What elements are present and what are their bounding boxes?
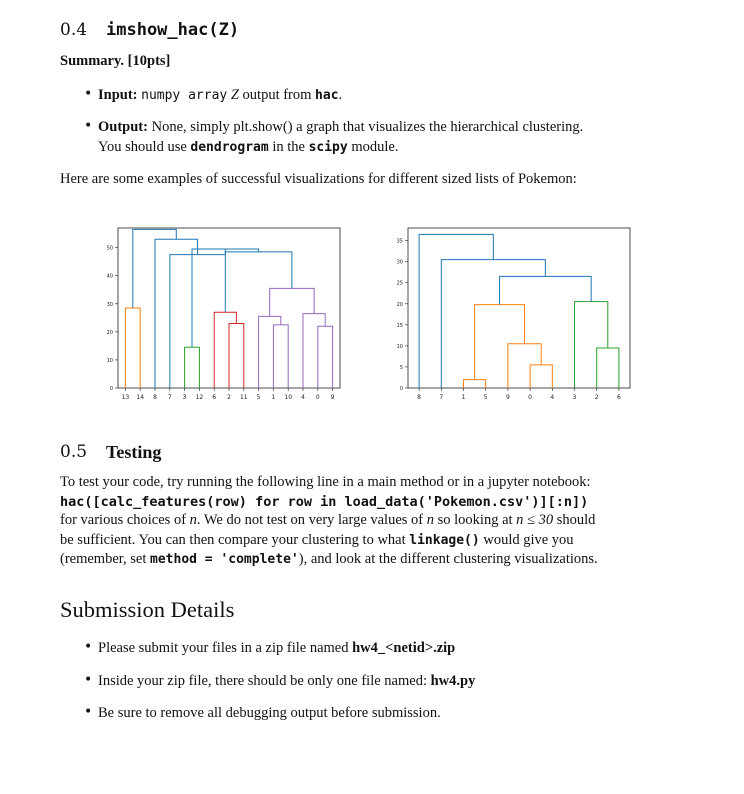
section-number: 0.4 <box>60 20 88 40</box>
dendrogram-link <box>597 348 619 388</box>
leaf-label: 0 <box>528 394 533 401</box>
section-title: Testing <box>106 442 162 462</box>
leaf-label: 12 <box>195 394 204 401</box>
leaf-label: 4 <box>550 394 555 401</box>
testing-line-5 <box>60 550 598 570</box>
dendrogram-link <box>303 314 325 388</box>
leaf-label: 3 <box>572 394 577 401</box>
bullet: • <box>84 639 93 655</box>
line3-cond: n ≤ 30 <box>516 512 554 528</box>
line5-b: ), and look at the different clustering visualizations. <box>298 551 598 567</box>
input-code2: hac <box>315 88 339 103</box>
y-tick-label: 5 <box>399 364 403 371</box>
line3-c: so looking at <box>437 512 513 528</box>
leaf-label: 6 <box>616 394 621 401</box>
line3-var2: n <box>426 512 434 528</box>
leaf-label: 8 <box>417 394 422 401</box>
section-title: imshow_hac(Z) <box>106 20 240 40</box>
submission-item-3: Be sure to remove all debugging output before submission. <box>98 705 441 721</box>
leaf-label: 3 <box>182 394 187 401</box>
y-tick-label: 10 <box>396 343 403 350</box>
input-var: Z <box>230 87 239 103</box>
output-line2-c: module. <box>351 138 399 155</box>
y-tick-label: 35 <box>396 238 403 245</box>
line4-b: would give you <box>483 532 574 548</box>
dendrogram-link <box>419 234 493 388</box>
dendrogram-link <box>508 344 541 388</box>
line5-code: method = 'complete' <box>150 552 299 567</box>
intro-text: Here are some examples of successful visualizations for different sized lists of Pokemon: <box>60 171 577 187</box>
leaf-label: 9 <box>505 394 510 401</box>
dendrogram-link <box>125 308 140 388</box>
bullet: • <box>84 672 93 688</box>
bullet: • <box>84 86 93 102</box>
dendrogram-link <box>259 316 281 388</box>
leaf-label: 5 <box>256 394 261 401</box>
testing-code-line: hac([calc_features(row) for row in load_data('Pokemon.csv')][:n]) <box>60 494 589 510</box>
dendrogram-chart-2 <box>390 220 640 410</box>
y-tick-label: 0 <box>399 386 403 392</box>
leaf-label: 14 <box>136 394 145 401</box>
leaf-label: 10 <box>284 394 293 401</box>
dendrogram-link <box>530 365 552 388</box>
dendrogram-link <box>575 302 608 388</box>
leaf-label: 7 <box>439 394 444 401</box>
dendrogram-link <box>225 252 292 312</box>
line5-a: (remember, set <box>60 551 147 567</box>
dendrogram-link <box>475 305 525 380</box>
dendrogram-link <box>270 288 314 316</box>
line3-a: for various choices of <box>60 512 187 528</box>
output-line2-a: You should use <box>98 138 187 155</box>
input-code: numpy array <box>141 88 228 103</box>
dendrogram-link <box>185 347 200 388</box>
leaf-label: 9 <box>330 394 335 401</box>
dendrogram-link <box>155 239 198 388</box>
output-bullet <box>98 118 698 157</box>
summary-points: [10pts] <box>127 53 171 69</box>
y-tick-label: 30 <box>396 259 403 266</box>
section-number: 0.5 <box>60 442 88 462</box>
testing-line-3 <box>60 511 595 531</box>
bullet: • <box>84 118 93 134</box>
leaf-label: 2 <box>227 394 231 401</box>
leaf-label: 6 <box>212 394 217 401</box>
summary-line <box>60 52 170 72</box>
testing-line-1: To test your code, try running the following line in a main method or in a jupyter notebook: <box>60 474 591 490</box>
y-tick-label: 20 <box>106 329 113 336</box>
line3-b: . We do not test on very large values of <box>196 512 424 528</box>
testing-line-4 <box>60 531 574 551</box>
leaf-label: 5 <box>483 394 488 401</box>
summary-label: Summary. <box>60 53 125 69</box>
output-label: Output: <box>98 119 148 135</box>
output-line1: None, simply plt.show() a graph that visualizes the hierarchical clustering. <box>151 119 584 135</box>
item1-b: hw4_<netid>.zip <box>352 640 456 656</box>
dendrogram-link <box>464 380 486 388</box>
dendrogram-link <box>273 325 288 388</box>
leaf-label: 1 <box>271 394 276 401</box>
y-tick-label: 40 <box>106 273 113 280</box>
line3-d: should <box>556 512 596 528</box>
bullet: • <box>84 704 93 720</box>
dendrogram-chart-1 <box>100 220 350 410</box>
dendrogram-link <box>500 276 592 304</box>
line4-a: be sufficient. You can then compare your clustering to what <box>60 532 406 548</box>
submission-item-2 <box>98 672 475 692</box>
line3-var: n <box>189 512 197 528</box>
input-label: Input: <box>98 87 138 103</box>
leaf-label: 13 <box>121 394 130 401</box>
submission-item-1 <box>98 639 455 659</box>
leaf-label: 8 <box>153 394 157 401</box>
output-line2-b: in the <box>272 138 305 155</box>
y-tick-label: 10 <box>106 357 113 364</box>
y-tick-label: 30 <box>106 301 113 308</box>
dendrogram-link <box>170 249 226 388</box>
leaf-label: 2 <box>594 394 599 401</box>
leaf-label: 0 <box>315 394 320 401</box>
leaf-label: 7 <box>167 394 172 401</box>
input-bullet <box>98 86 342 106</box>
leaf-label: 11 <box>239 394 248 401</box>
item1-a: Please submit your files in a zip file named <box>98 640 349 656</box>
y-tick-label: 15 <box>396 322 403 329</box>
leaf-label: 4 <box>301 394 305 401</box>
input-text: output from <box>242 87 312 103</box>
y-tick-label: 0 <box>109 386 113 392</box>
item2-a: Inside your zip file, there should be only one file named: <box>98 673 427 689</box>
dendrogram-link <box>229 323 244 388</box>
line4-code: linkage() <box>409 533 480 548</box>
output-code-dendrogram: dendrogram <box>190 139 269 155</box>
dendrogram-link <box>318 326 333 388</box>
submission-title: Submission Details <box>60 597 235 622</box>
output-code-scipy: scipy <box>308 139 348 155</box>
leaf-label: 1 <box>461 394 466 401</box>
input-end: . <box>338 87 343 103</box>
y-tick-label: 50 <box>106 245 113 252</box>
y-tick-label: 25 <box>396 280 403 287</box>
y-tick-label: 20 <box>396 301 403 308</box>
item2-b: hw4.py <box>430 673 476 689</box>
